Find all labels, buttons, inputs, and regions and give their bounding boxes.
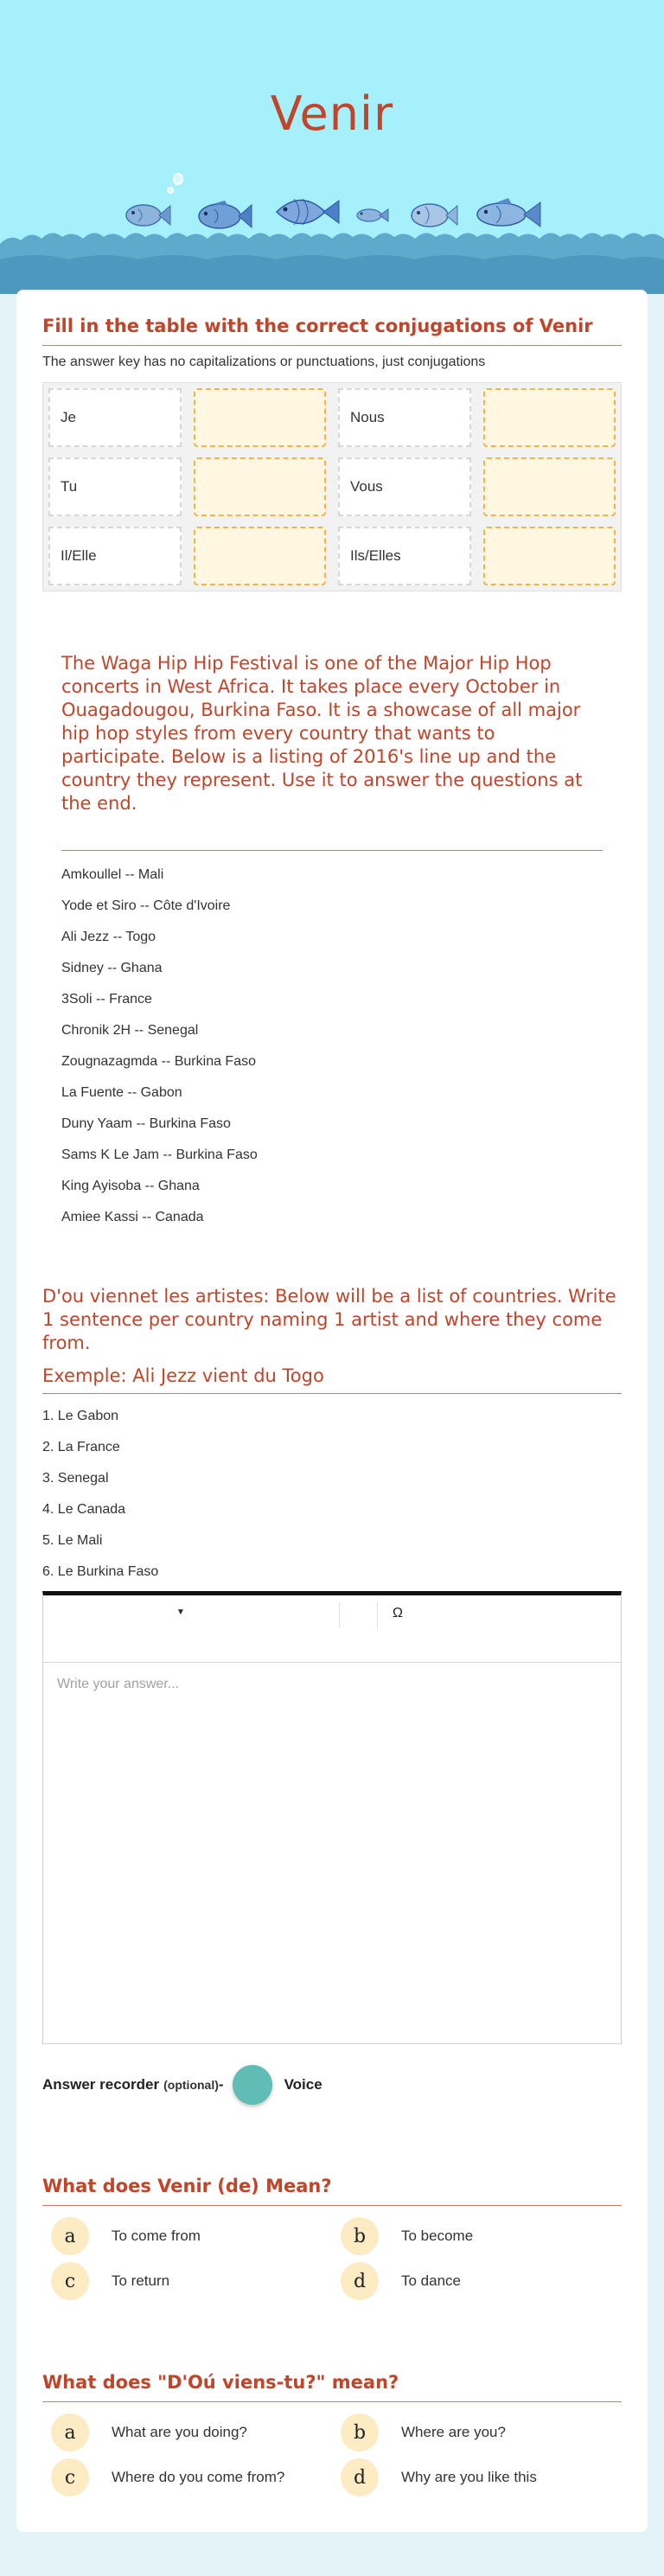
option-text: To become (401, 2228, 474, 2244)
list-item: Amiee Kassi -- Canada (61, 1210, 204, 1224)
conjugation-table (42, 382, 622, 591)
recorder-voice-label: Voice (284, 2076, 322, 2093)
festival-description: The Waga Hip Hip Festival is one of the Major Hip Hop concerts in West Africa. It takes place every October in Ouagadougou, Burkina Faso. It is a showcase of all major hip hop styles from every country that wants to participate. Below is a listing of 2016's line up and the country they represent. Use it to answer the questions at the end. (61, 653, 583, 814)
list-item: King Ayisoba -- Ghana (61, 1179, 200, 1193)
mc-title: What does Venir (de) Mean? (42, 2174, 622, 2206)
list-item: 4. Le Canada (42, 1502, 126, 1517)
mc-option-a[interactable] (42, 2413, 332, 2452)
list-item: Yode et Siro -- Côte d'Ivoire (61, 898, 231, 913)
list-item: 5. Le Mali (42, 1533, 103, 1548)
conjugation-input-nous[interactable] (483, 388, 616, 447)
country-list (42, 1401, 622, 1588)
list-item: Chronik 2H -- Senegal (61, 1023, 199, 1038)
lineup-list (61, 860, 603, 1233)
answer-recorder (42, 2065, 622, 2105)
option-letter: b (341, 2217, 379, 2255)
mc-option-d[interactable] (332, 2261, 622, 2301)
mc-question-venir (42, 2174, 622, 2301)
toolbar-divider (339, 1602, 340, 1628)
divider (61, 850, 603, 851)
option-letter: b (341, 2413, 379, 2451)
list-item: 1. Le Gabon (42, 1409, 119, 1423)
option-text: Where do you come from? (112, 2469, 285, 2485)
conjugation-title: Fill in the table with the correct conjugations of Venir (42, 314, 622, 346)
list-item: 3Soli -- France (61, 992, 152, 1007)
recorder-optional: (optional) (163, 2078, 219, 2092)
page-title: Venir (270, 86, 394, 141)
pronoun-vous: Vous (338, 457, 471, 516)
bubble-icon (167, 187, 174, 194)
option-letter: d (341, 2262, 379, 2300)
pronoun-je: Je (48, 388, 182, 447)
option-letter: a (51, 2217, 89, 2255)
option-text: To dance (401, 2272, 461, 2289)
fish-icon (354, 206, 389, 225)
conjugation-input-tu[interactable] (194, 457, 327, 516)
option-letter: d (341, 2458, 379, 2496)
conjugation-input-je[interactable] (194, 388, 327, 447)
list-item: Amkoullel -- Mali (61, 867, 164, 882)
option-letter: a (51, 2413, 89, 2451)
list-item: Sams K Le Jam -- Burkina Faso (61, 1147, 258, 1162)
conjugation-input-il-elle[interactable] (194, 527, 327, 585)
conjugation-input-vous[interactable] (483, 457, 616, 516)
record-button[interactable] (233, 2065, 272, 2105)
list-item: 3. Senegal (42, 1471, 109, 1486)
worksheet-card (16, 290, 648, 2532)
list-item: Sidney -- Ghana (61, 961, 163, 975)
option-text: To return (112, 2272, 170, 2289)
pronoun-il-elle: Il/Elle (48, 527, 182, 585)
pronoun-nous: Nous (338, 388, 471, 447)
mc-option-b[interactable] (332, 2413, 622, 2452)
conjugation-input-ils-elles[interactable] (483, 527, 616, 585)
option-letter: c (51, 2262, 89, 2300)
special-character-button[interactable]: Ω (393, 1606, 403, 1620)
pronoun-ils-elles: Ils/Elles (338, 527, 471, 585)
list-item: 6. Le Burkina Faso (42, 1564, 159, 1579)
question-prompt: D'ou viennet les artistes: Below will be a list of countries. Write 1 sentence per country naming 1 artist and where they come from. (42, 1286, 616, 1353)
toolbar-divider (377, 1602, 378, 1628)
answer-editor (42, 1591, 622, 2044)
pronoun-tu: Tu (48, 457, 182, 516)
option-text: Why are you like this (401, 2469, 537, 2485)
question-example: Exemple: Ali Jezz vient du Togo (42, 1360, 622, 1394)
mc-option-b[interactable] (332, 2216, 622, 2256)
format-dropdown-caret-icon[interactable]: ▼ (176, 1608, 185, 1617)
option-text: What are you doing? (112, 2424, 247, 2440)
option-letter: c (51, 2458, 89, 2496)
mc-title: What does "D'Oú viens-tu?" mean? (42, 2370, 622, 2402)
bubble-icon (173, 173, 183, 185)
mc-option-c[interactable] (42, 2458, 332, 2497)
mc-option-c[interactable] (42, 2261, 332, 2301)
answer-textarea[interactable]: Write your answer... (57, 1677, 180, 1691)
list-item: La Fuente -- Gabon (61, 1085, 182, 1100)
list-item: Duny Yaam -- Burkina Faso (61, 1116, 231, 1131)
list-item: 2. La France (42, 1440, 120, 1454)
editor-toolbar (43, 1595, 621, 1663)
mc-option-a[interactable] (42, 2216, 332, 2256)
recorder-label: Answer recorder (42, 2076, 160, 2093)
water-waves (0, 225, 664, 294)
list-item: Ali Jezz -- Togo (61, 930, 156, 944)
option-text: To come from (112, 2228, 201, 2244)
option-text: Where are you? (401, 2424, 506, 2440)
hero-banner (0, 0, 664, 294)
list-item: Zougnazagmda -- Burkina Faso (61, 1054, 256, 1069)
mc-question-dou-viens-tu (42, 2370, 622, 2497)
recorder-dash: - (218, 2076, 224, 2093)
mc-option-d[interactable] (332, 2458, 622, 2497)
answer-key-note: The answer key has no capitalizations or punctuations, just conjugations (42, 355, 486, 369)
